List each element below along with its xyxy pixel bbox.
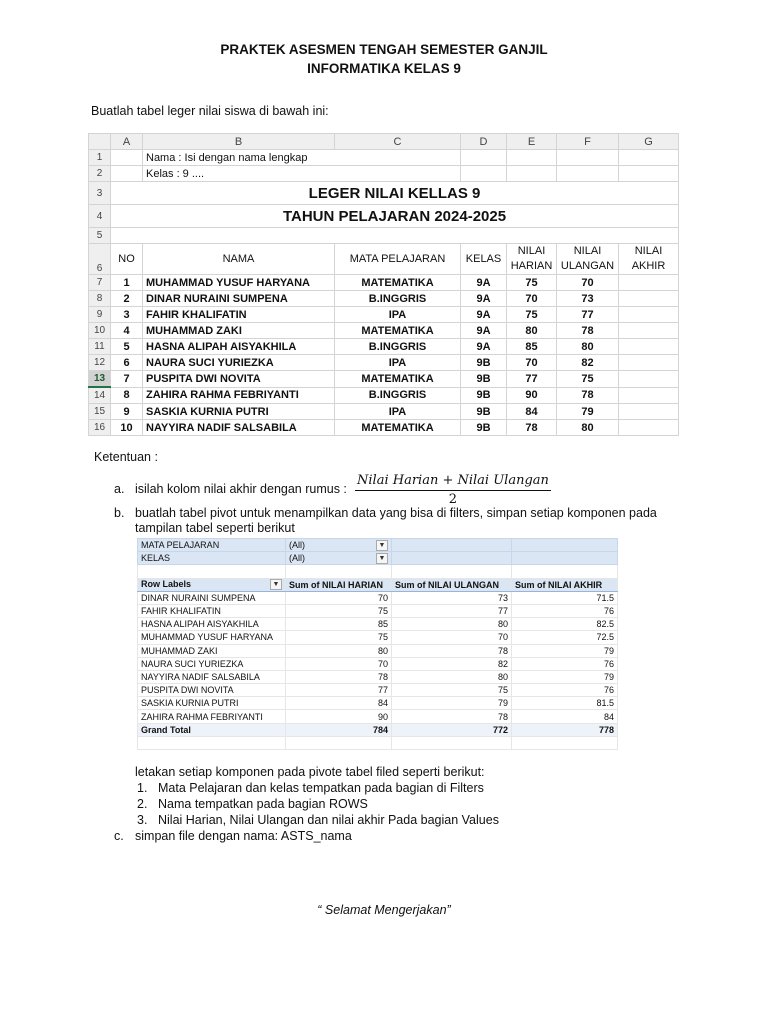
cell-harian[interactable]: 84 <box>507 404 557 420</box>
pivot-row <box>138 631 618 644</box>
table-row <box>89 355 679 371</box>
cell[interactable] <box>507 166 557 182</box>
table-row <box>89 291 679 307</box>
cell-kelas[interactable]: 9A <box>461 307 507 323</box>
pivot-row <box>138 710 618 723</box>
sheet-title[interactable]: LEGER NILAI KELLAS 9 <box>111 182 679 205</box>
cell-class-instruction[interactable]: Kelas : 9 .... <box>143 166 461 182</box>
pivot-row <box>138 670 618 683</box>
sheet-year[interactable]: TAHUN PELAJARAN 2024-2025 <box>111 205 679 228</box>
table-row <box>89 339 679 355</box>
pivot-ulangan: 78 <box>392 710 512 723</box>
pivot-akhir: 84 <box>512 710 618 723</box>
cell-mapel[interactable]: MATEMATIKA <box>335 420 461 436</box>
header-nilai-ulangan[interactable]: NILAI ULANGAN <box>557 244 619 275</box>
pivot-row <box>138 604 618 617</box>
table-row <box>89 323 679 339</box>
cell[interactable] <box>557 150 619 166</box>
cell-no[interactable]: 8 <box>111 387 143 404</box>
filter-dropdown-icon[interactable]: ▼ <box>270 579 282 590</box>
row-header[interactable]: 8 <box>89 291 111 307</box>
table-row <box>89 404 679 420</box>
cell[interactable] <box>619 166 679 182</box>
list-item-2: Nama tempatkan pada bagian ROWS <box>158 797 368 811</box>
cell-harian[interactable]: 70 <box>507 355 557 371</box>
pivot-header-row <box>138 578 618 591</box>
pivot-harian: 75 <box>286 631 392 644</box>
pivot-name: HASNA ALIPAH AISYAKHILA <box>138 618 286 631</box>
cell-ulangan[interactable]: 80 <box>557 339 619 355</box>
row-header[interactable]: 3 <box>89 182 111 205</box>
column-header-d[interactable]: D <box>461 134 507 150</box>
cell-mapel[interactable]: IPA <box>335 307 461 323</box>
pivot-filter-row <box>138 552 618 565</box>
document-subtitle: INFORMATIKA KELAS 9 <box>307 61 461 76</box>
cell-harian[interactable]: 75 <box>507 307 557 323</box>
cell-mapel[interactable]: MATEMATIKA <box>335 371 461 388</box>
pivot-name: MUHAMMAD ZAKI <box>138 644 286 657</box>
pivot-harian: 70 <box>286 591 392 604</box>
row-header[interactable]: 6 <box>89 244 111 275</box>
pivot-ulangan: 80 <box>392 670 512 683</box>
cell-akhir[interactable] <box>619 371 679 388</box>
header-mata-pelajaran[interactable]: MATA PELAJARAN <box>335 244 461 275</box>
pivot-harian: 78 <box>286 670 392 683</box>
cell-ulangan[interactable]: 78 <box>557 387 619 404</box>
filter-dropdown-kelas[interactable] <box>286 552 392 565</box>
cell-no[interactable]: 6 <box>111 355 143 371</box>
cell-akhir[interactable] <box>619 307 679 323</box>
cell-no[interactable]: 4 <box>111 323 143 339</box>
cell-name-instruction[interactable]: Nama : Isi dengan nama lengkap <box>143 150 461 166</box>
cell-akhir[interactable] <box>619 420 679 436</box>
ketentuan-heading: Ketentuan : <box>94 450 158 464</box>
cell[interactable] <box>111 228 679 244</box>
leger-grid <box>88 133 679 436</box>
row-header[interactable]: 16 <box>89 420 111 436</box>
item-b-text-line1: buatlah tabel pivot untuk menampilkan data yang bisa di filters, simpan setiap komponen pada <box>135 506 657 520</box>
pivot-instruction-text: letakan setiap komponen pada pivote tabel filed seperti berikut: <box>135 765 485 779</box>
pivot-akhir: 79 <box>512 670 618 683</box>
cell[interactable] <box>111 166 143 182</box>
grand-total-akhir: 778 <box>512 723 618 736</box>
pivot-filter-row <box>138 539 618 552</box>
filter-dropdown-mata-pelajaran[interactable] <box>286 539 392 552</box>
cell-ulangan[interactable]: 73 <box>557 291 619 307</box>
pivot-akhir: 72.5 <box>512 631 618 644</box>
header-no[interactable]: NO <box>111 244 143 275</box>
list-number: 2. <box>137 797 148 811</box>
header-nama[interactable]: NAMA <box>143 244 335 275</box>
pivot-name: ZAHIRA RAHMA FEBRIYANTI <box>138 710 286 723</box>
cell-ulangan[interactable]: 79 <box>557 404 619 420</box>
cell-akhir[interactable] <box>619 291 679 307</box>
row-header-selected[interactable]: 13 <box>89 371 111 388</box>
cell-kelas[interactable]: 9A <box>461 291 507 307</box>
spacer-row <box>138 736 618 749</box>
pivot-row <box>138 657 618 670</box>
pivot-ulangan: 75 <box>392 684 512 697</box>
pivot-grand-total-row <box>138 723 618 736</box>
cell-mapel[interactable]: MATEMATIKA <box>335 275 461 291</box>
row-header[interactable]: 1 <box>89 150 111 166</box>
leger-spreadsheet <box>88 133 680 438</box>
column-header-row <box>89 134 679 150</box>
header-kelas[interactable]: KELAS <box>461 244 507 275</box>
grand-total-ulangan: 772 <box>392 723 512 736</box>
cell-no[interactable]: 9 <box>111 404 143 420</box>
document-title: PRAKTEK ASESMEN TENGAH SEMESTER GANJIL <box>220 42 548 57</box>
pivot-harian: 77 <box>286 684 392 697</box>
row-header[interactable]: 10 <box>89 323 111 339</box>
row-labels-header[interactable] <box>138 578 286 591</box>
cell[interactable] <box>619 150 679 166</box>
row-header[interactable]: 5 <box>89 228 111 244</box>
pivot-harian: 70 <box>286 657 392 670</box>
cell-kelas[interactable]: 9A <box>461 275 507 291</box>
pivot-akhir: 79 <box>512 644 618 657</box>
grand-total-harian: 784 <box>286 723 392 736</box>
leger-body <box>89 275 679 436</box>
cell-nama[interactable]: HASNA ALIPAH AISYAKHILA <box>143 339 335 355</box>
cell-nama[interactable]: MUHAMMAD YUSUF HARYANA <box>143 275 335 291</box>
filter-label-mata-pelajaran: MATA PELAJARAN <box>138 539 286 552</box>
pivot-ulangan: 82 <box>392 657 512 670</box>
cell-no[interactable]: 2 <box>111 291 143 307</box>
cell-harian[interactable]: 90 <box>507 387 557 404</box>
item-c-label: c. <box>114 829 124 843</box>
header-sum-ulangan: Sum of NILAI ULANGAN <box>392 578 512 591</box>
cell-mapel[interactable]: B.INGGRIS <box>335 387 461 404</box>
row-header[interactable]: 7 <box>89 275 111 291</box>
cell-harian[interactable]: 75 <box>507 275 557 291</box>
cell-no[interactable]: 5 <box>111 339 143 355</box>
pivot-akhir: 76 <box>512 657 618 670</box>
cell-mapel[interactable]: IPA <box>335 404 461 420</box>
table-row <box>89 420 679 436</box>
header-sum-harian: Sum of NILAI HARIAN <box>286 578 392 591</box>
column-header-c[interactable]: C <box>335 134 461 150</box>
pivot-row <box>138 697 618 710</box>
filter-label-kelas: KELAS <box>138 552 286 565</box>
row-header[interactable]: 4 <box>89 205 111 228</box>
pivot-name: NAYYIRA NADIF SALSABILA <box>138 670 286 683</box>
cell-mapel[interactable]: IPA <box>335 355 461 371</box>
item-c-text: simpan file dengan nama: ASTS_nama <box>135 829 352 843</box>
header-nilai-harian[interactable]: NILAI HARIAN <box>507 244 557 275</box>
pivot-name: PUSPITA DWI NOVITA <box>138 684 286 697</box>
select-all-corner[interactable] <box>89 134 111 150</box>
cell[interactable] <box>461 166 507 182</box>
item-b-text-line2: tampilan tabel seperti berikut <box>135 521 295 535</box>
pivot-ulangan: 80 <box>392 618 512 631</box>
cell-ulangan[interactable]: 80 <box>557 420 619 436</box>
column-header-a[interactable]: A <box>111 134 143 150</box>
cell-harian[interactable]: 78 <box>507 420 557 436</box>
cell-ulangan[interactable]: 75 <box>557 371 619 388</box>
cell-akhir[interactable] <box>619 404 679 420</box>
row-header[interactable]: 15 <box>89 404 111 420</box>
spacer-row <box>138 565 618 578</box>
dropdown-arrow-icon[interactable]: ▼ <box>376 553 388 564</box>
filter-value: (All) <box>289 539 305 550</box>
pivot-row <box>138 644 618 657</box>
cell-kelas[interactable]: 9B <box>461 420 507 436</box>
pivot-row <box>138 684 618 697</box>
cell-akhir[interactable] <box>619 323 679 339</box>
cell-akhir[interactable] <box>619 339 679 355</box>
row-labels-text: Row Labels <box>141 579 192 590</box>
column-header-e[interactable]: E <box>507 134 557 150</box>
cell-mapel[interactable]: MATEMATIKA <box>335 323 461 339</box>
pivot-name: SASKIA KURNIA PUTRI <box>138 697 286 710</box>
pivot-akhir: 76 <box>512 684 618 697</box>
header-sum-akhir: Sum of NILAI AKHIR <box>512 578 618 591</box>
row-header[interactable]: 9 <box>89 307 111 323</box>
cell-harian[interactable]: 80 <box>507 323 557 339</box>
cell-kelas[interactable]: 9B <box>461 371 507 388</box>
pivot-harian: 84 <box>286 697 392 710</box>
pivot-ulangan: 79 <box>392 697 512 710</box>
list-number: 3. <box>137 813 148 827</box>
formula-numerator: Nilai Harian + Nilai Ulangan <box>355 472 551 491</box>
cell[interactable] <box>461 150 507 166</box>
row-header[interactable]: 11 <box>89 339 111 355</box>
closing-text: “ Selamat Mengerjakan” <box>317 903 451 917</box>
pivot-row <box>138 591 618 604</box>
pivot-name: MUHAMMAD YUSUF HARYANA <box>138 631 286 644</box>
cell-kelas[interactable]: 9B <box>461 355 507 371</box>
cell-no[interactable]: 7 <box>111 371 143 388</box>
column-header-b[interactable]: B <box>143 134 335 150</box>
cell-ulangan[interactable]: 78 <box>557 323 619 339</box>
row-header[interactable]: 12 <box>89 355 111 371</box>
row-header[interactable]: 2 <box>89 166 111 182</box>
cell-ulangan[interactable]: 70 <box>557 275 619 291</box>
cell-nama[interactable]: PUSPITA DWI NOVITA <box>143 371 335 388</box>
cell-ulangan[interactable]: 77 <box>557 307 619 323</box>
header-nilai-akhir[interactable]: NILAI AKHIR <box>619 244 679 275</box>
cell-nama[interactable]: MUHAMMAD ZAKI <box>143 323 335 339</box>
row-header[interactable]: 14 <box>89 387 111 404</box>
cell <box>392 539 512 552</box>
cell-kelas[interactable]: 9B <box>461 404 507 420</box>
cell-kelas[interactable]: 9A <box>461 339 507 355</box>
pivot-akhir: 82.5 <box>512 618 618 631</box>
cell-akhir[interactable] <box>619 387 679 404</box>
list-number: 1. <box>137 781 148 795</box>
pivot-name: DINAR NURAINI SUMPENA <box>138 591 286 604</box>
cell-mapel[interactable]: B.INGGRIS <box>335 339 461 355</box>
cell-harian[interactable]: 70 <box>507 291 557 307</box>
item-a-label: a. <box>114 482 125 496</box>
cell-nama[interactable]: DINAR NURAINI SUMPENA <box>143 291 335 307</box>
pivot-akhir: 71.5 <box>512 591 618 604</box>
pivot-akhir: 76 <box>512 604 618 617</box>
pivot-table <box>137 538 618 750</box>
table-row <box>89 307 679 323</box>
pivot-name: NAURA SUCI YURIEZKA <box>138 657 286 670</box>
list-item-1: Mata Pelajaran dan kelas tempatkan pada bagian di Filters <box>158 781 484 795</box>
column-header-f[interactable]: F <box>557 134 619 150</box>
pivot-harian: 85 <box>286 618 392 631</box>
cell-harian[interactable]: 77 <box>507 371 557 388</box>
dropdown-arrow-icon[interactable]: ▼ <box>376 540 388 551</box>
cell[interactable] <box>507 150 557 166</box>
pivot-name: FAHIR KHALIFATIN <box>138 604 286 617</box>
cell-kelas[interactable]: 9A <box>461 323 507 339</box>
cell-no[interactable]: 1 <box>111 275 143 291</box>
filter-value: (All) <box>289 552 305 563</box>
pivot-akhir: 81.5 <box>512 697 618 710</box>
cell-akhir[interactable] <box>619 355 679 371</box>
cell-mapel[interactable]: B.INGGRIS <box>335 291 461 307</box>
table-row <box>89 275 679 291</box>
cell-nama[interactable]: NAURA SUCI YURIEZKA <box>143 355 335 371</box>
cell-no[interactable]: 3 <box>111 307 143 323</box>
pivot-harian: 80 <box>286 644 392 657</box>
list-item-3: Nilai Harian, Nilai Ulangan dan nilai akhir Pada bagian Values <box>158 813 499 827</box>
pivot-ulangan: 70 <box>392 631 512 644</box>
formula-denominator: 2 <box>448 492 458 507</box>
cell <box>512 539 618 552</box>
cell-akhir[interactable] <box>619 275 679 291</box>
cell-nama[interactable]: ZAHIRA RAHMA FEBRIYANTI <box>143 387 335 404</box>
cell <box>392 552 512 565</box>
cell-harian[interactable]: 85 <box>507 339 557 355</box>
item-b-label: b. <box>114 506 125 520</box>
cell-nama[interactable]: FAHIR KHALIFATIN <box>143 307 335 323</box>
table-row <box>89 387 679 404</box>
pivot-harian: 75 <box>286 604 392 617</box>
intro-text: Buatlah tabel leger nilai siswa di bawah ini: <box>91 104 329 118</box>
cell-kelas[interactable]: 9B <box>461 387 507 404</box>
cell <box>512 552 618 565</box>
item-a-text: isilah kolom nilai akhir dengan rumus : <box>135 482 347 496</box>
cell[interactable] <box>111 150 143 166</box>
cell-no[interactable]: 10 <box>111 420 143 436</box>
pivot-table-screenshot <box>137 538 621 751</box>
pivot-ulangan: 73 <box>392 591 512 604</box>
cell[interactable] <box>557 166 619 182</box>
cell-nama[interactable]: SASKIA KURNIA PUTRI <box>143 404 335 420</box>
column-header-g[interactable]: G <box>619 134 679 150</box>
pivot-row <box>138 618 618 631</box>
cell-ulangan[interactable]: 82 <box>557 355 619 371</box>
formula-fraction <box>355 472 551 508</box>
pivot-ulangan: 78 <box>392 644 512 657</box>
pivot-harian: 90 <box>286 710 392 723</box>
pivot-ulangan: 77 <box>392 604 512 617</box>
cell-nama[interactable]: NAYYIRA NADIF SALSABILA <box>143 420 335 436</box>
table-row <box>89 371 679 388</box>
grand-total-label: Grand Total <box>138 723 286 736</box>
